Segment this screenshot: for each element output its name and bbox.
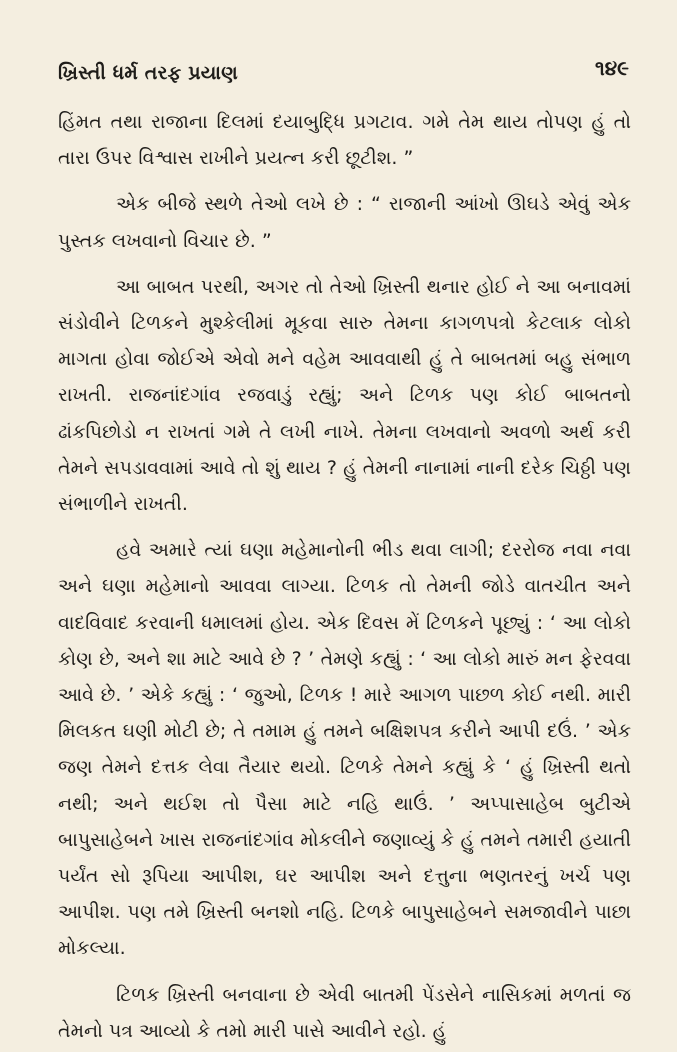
running-title: ખ્રિસ્તી ધર્મ તરફ પ્રયાણ [58,62,238,84]
running-header [58,52,631,92]
paragraph-quote: એક બીજે સ્થળે તેઓ લખે છે : “ રાજાની આંખો ઊઘડે એવું એક પુસ્તક લખવાનો વિચાર છે. ” [58,193,631,252]
body-text [58,104,631,1049]
paragraph-continued: હિંમત તથા રાજાના દિલમાં દયાબુદ્ધિ પ્રગટાવ. ગમે તેમ થાય તોપણ હું તો તારા ઉપર વિશ્વાસ રાખીને પ્રયત્ન કરી છૂટીશ. ” [58,111,631,170]
page-number: ૧૪૯ [594,56,629,80]
paragraph-news-letter: ટિળક ખ્રિસ્તી બનવાના છે એવી બાતમી પેંડસેને નાસિકમાં મળતાં જ તેમનો પત્ર આવ્યો કે તમો મારી પાસે આવીને રહો. હું [58,983,631,1042]
paragraph-visitors: હવે અમારે ત્યાં ઘણા મહેમાનોની ભીડ થવા લાગી; દરરોજ નવા નવા અને ઘણા મહેમાનો આવવા લાગ્યા. ટિળક તો તેમની જોડે વાતચીત અને વાદવિવાદ કરવાની ધમાલમાં હોય. એક દિવસ મેં ટિળકને પૂછ્યું : ‘ આ લોકો કોણ છે, અને શા માટે આવે છે ? ’ તેમણે કહ્યું : ‘ આ લોકો મારું મન ફેરવવા આવે છે. ’ એકે કહ્યું : ‘ જુઓ, ટિળક ! મારે આગળ પાછળ કોઈ નથી. મારી મિલકત ઘણી મોટી છે; તે તમામ હું તમને બક્ષિશપત્ર કરીને આપી દઉં. ’ એક જણ તેમને દત્તક લેવા તૈયાર થયો. ટિળકે તેમને કહ્યું કે ‘ હું ખ્રિસ્તી થતો નથી; અને થઈશ તો પૈસા માટે નહિ થાઉં. ’ અપ્પાસાહેબ બુટીએ બાપુસાહેબને ખાસ રાજનાંદગાંવ મોકલીને જણાવ્યું કે હું તમને તમારી હયાતી પર્યંત સો રૂપિયા આપીશ, ઘર આપીશ અને દત્તુના ભણતરનું ખર્ચ પણ આપીશ. પણ તમે ખ્રિસ્તી બનશો નહિ. ટિળકે બાપુસાહેબને સમજાવીને પાછા મોકલ્યા. [58,539,631,960]
paragraph-suspicion: આ બાબત પરથી, અગર તો તેઓ ખ્રિસ્તી થનાર હોઈ ને આ બનાવમાં સંડોવીને ટિળકને મુશ્કેલીમાં મૂકવા સારુ તેમના કાગળપત્રો કેટલાક લોકો માગતા હોવા જોઈએ એવો મને વહેમ આવવાથી હું તે બાબતમાં બહુ સંભાળ રાખતી. રાજનાંદગાંવ રજવાડું રહ્યું; અને ટિળક પણ કોઈ બાબતનો ઢાંકપિછોડો ન રાખતાં ગમે તે લખી નાખે. તેમના લખવાનો અવળો અર્થ કરી તેમને સપડાવવામાં આવે તો શું થાય ? હું તેમની નાનામાં નાની દરેક ચિઠ્ઠી પણ સંભાળીને રાખતી. [58,275,631,516]
